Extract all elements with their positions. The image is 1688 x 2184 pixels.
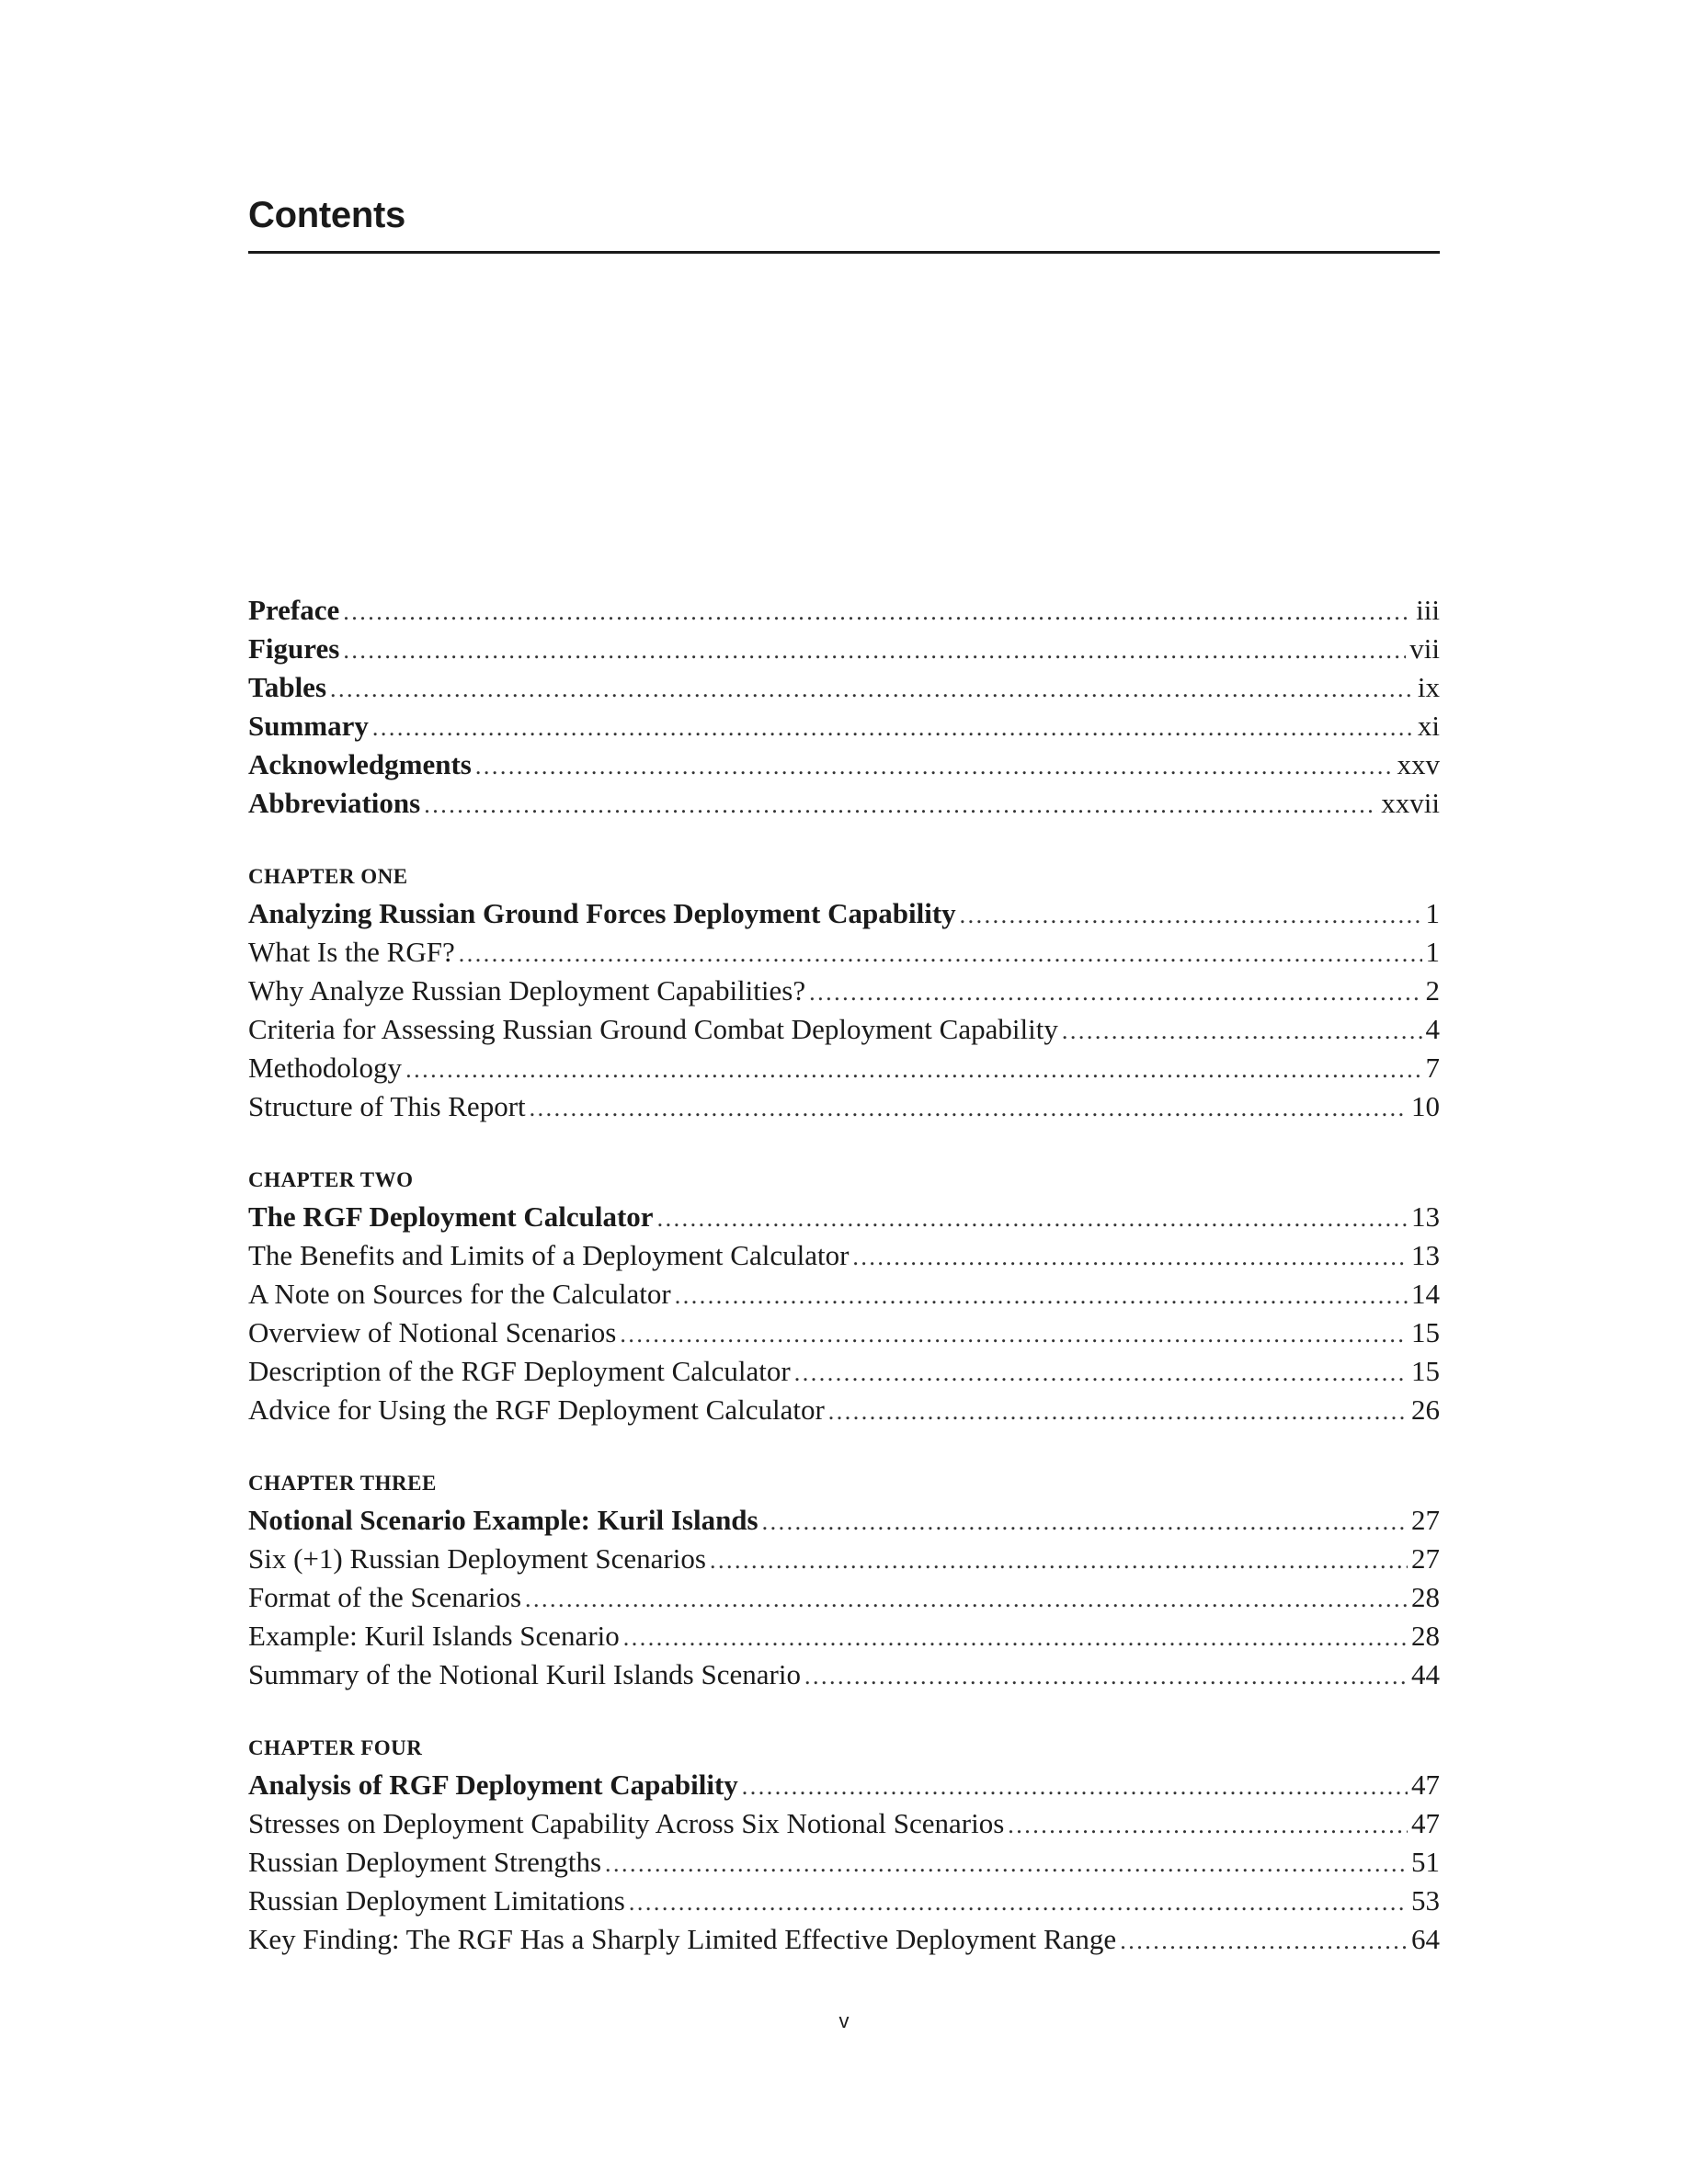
toc-entry-label: Six (+1) Russian Deployment Scenarios: [248, 1542, 706, 1575]
toc-entry-label: Advice for Using the RGF Deployment Calculator: [248, 1393, 825, 1426]
toc-section-entry[interactable]: [248, 1804, 1440, 1843]
dot-leader: [475, 747, 1394, 784]
toc-section-entry[interactable]: [248, 1540, 1440, 1578]
dot-leader: [852, 1238, 1408, 1275]
toc-entry-label: Figures: [248, 632, 340, 665]
toc-entry-label: A Note on Sources for the Calculator: [248, 1278, 671, 1310]
toc-entry-label: Stresses on Deployment Capability Across Six Notional Scenarios: [248, 1807, 1005, 1839]
dot-leader: [657, 1200, 1408, 1236]
toc-entry-label: Example: Kuril Islands Scenario: [248, 1620, 620, 1652]
dot-leader: [343, 631, 1406, 668]
toc-entry-page: 53: [1411, 1884, 1440, 1917]
dot-leader: [960, 896, 1422, 933]
page-number-footer: v: [838, 2009, 850, 2032]
toc-entry-page: iii: [1416, 594, 1440, 626]
dot-leader: [629, 1883, 1408, 1920]
page-title: Contents: [248, 195, 405, 235]
chapter-label: CHAPTER THREE: [248, 1472, 437, 1495]
dot-leader: [762, 1503, 1408, 1540]
toc-section-entry[interactable]: [248, 1314, 1440, 1352]
dot-leader: [710, 1541, 1408, 1578]
dot-leader: [372, 709, 1414, 745]
toc-section-entry[interactable]: [248, 1578, 1440, 1617]
dot-leader: [1062, 1012, 1422, 1049]
toc-entry-page: 10: [1411, 1090, 1440, 1122]
dot-leader: [405, 1051, 1421, 1087]
toc-section-entry[interactable]: [248, 1843, 1440, 1882]
toc-entry-label: Russian Deployment Limitations: [248, 1884, 625, 1917]
toc-entry-summary[interactable]: [248, 707, 1440, 745]
title-rule: [248, 251, 1440, 254]
toc-section-entry[interactable]: [248, 1010, 1440, 1049]
toc-entry-page: xi: [1417, 710, 1440, 742]
toc-entry-figures[interactable]: [248, 630, 1440, 668]
toc-entry-label: Overview of Notional Scenarios: [248, 1316, 617, 1348]
dot-leader: [424, 786, 1377, 823]
toc-entry-page: 15: [1411, 1355, 1440, 1387]
dot-leader: [742, 1768, 1408, 1804]
toc-entry-label: Abbreviations: [248, 787, 421, 819]
toc-entry-page: 7: [1425, 1052, 1440, 1084]
toc-entry-label: What Is the RGF?: [248, 936, 455, 968]
toc-entry-label: The RGF Deployment Calculator: [248, 1200, 654, 1233]
toc-section-entry[interactable]: [248, 1087, 1440, 1126]
toc-entry-label: Description of the RGF Deployment Calculator: [248, 1355, 791, 1387]
dot-leader: [828, 1393, 1408, 1429]
toc-chapter-title[interactable]: [248, 1501, 1440, 1540]
dot-leader: [525, 1580, 1408, 1617]
dot-leader: [459, 935, 1422, 972]
chapter-label: CHAPTER FOUR: [248, 1736, 423, 1759]
toc-entry-page: 28: [1411, 1581, 1440, 1613]
toc-entry-label: Summary: [248, 710, 369, 742]
toc-entry-page: 44: [1411, 1658, 1440, 1690]
dot-leader: [675, 1277, 1408, 1314]
dot-leader: [1008, 1806, 1408, 1843]
chapter-block-one: [248, 859, 1440, 1126]
toc-section-entry[interactable]: [248, 1617, 1440, 1655]
toc-section-entry[interactable]: [248, 1920, 1440, 1959]
toc-entry-page: xxvii: [1381, 787, 1440, 819]
toc-entry-page: 15: [1411, 1316, 1440, 1348]
toc-entry-page: 27: [1411, 1542, 1440, 1575]
dot-leader: [530, 1089, 1408, 1126]
toc-section-entry[interactable]: [248, 1655, 1440, 1694]
toc-section-entry[interactable]: [248, 1275, 1440, 1314]
dot-leader: [794, 1354, 1408, 1391]
toc-entry-page: 14: [1411, 1278, 1440, 1310]
toc-section-entry[interactable]: [248, 1236, 1440, 1275]
toc-entry-label: Methodology: [248, 1052, 403, 1084]
dot-leader: [330, 670, 1414, 707]
toc-section-entry[interactable]: [248, 1352, 1440, 1391]
toc-entry-page: 13: [1411, 1200, 1440, 1233]
dot-leader: [620, 1315, 1408, 1352]
dot-leader: [623, 1619, 1408, 1655]
toc-section-entry[interactable]: [248, 1391, 1440, 1429]
dot-leader: [804, 1657, 1408, 1694]
toc-entry-label: Why Analyze Russian Deployment Capabilities?: [248, 974, 806, 1007]
toc-entry-page: 1: [1425, 936, 1440, 968]
toc-entry-page: 1: [1425, 897, 1440, 929]
toc-entry-label: Structure of This Report: [248, 1090, 526, 1122]
toc-entry-acknowledgments[interactable]: [248, 745, 1440, 784]
toc-entry-label: Format of the Scenarios: [248, 1581, 522, 1613]
toc-chapter-title[interactable]: [248, 894, 1440, 933]
toc-entry-page: 26: [1411, 1393, 1440, 1426]
toc-entry-label: Criteria for Assessing Russian Ground Combat Deployment Capability: [248, 1013, 1058, 1045]
toc-entry-tables[interactable]: [248, 668, 1440, 707]
dot-leader: [1120, 1922, 1408, 1959]
toc-entry-label: Preface: [248, 594, 340, 626]
toc-entry-page: 13: [1411, 1239, 1440, 1271]
dot-leader: [809, 973, 1421, 1010]
toc-entry-page: 64: [1411, 1923, 1440, 1955]
front-matter-list: [248, 591, 1440, 823]
toc-entry-label: Analyzing Russian Ground Forces Deployment Capability: [248, 897, 956, 929]
toc-entry-label: Acknowledgments: [248, 748, 472, 780]
toc-section-entry[interactable]: [248, 1882, 1440, 1920]
chapter-block-three: [248, 1466, 1440, 1694]
toc-entry-page: 47: [1411, 1769, 1440, 1801]
toc-entry-page: xxv: [1397, 748, 1440, 780]
toc-section-entry[interactable]: [248, 1049, 1440, 1087]
chapter-label: CHAPTER ONE: [248, 865, 408, 888]
toc-chapter-title[interactable]: [248, 1766, 1440, 1804]
toc-entry-label: The Benefits and Limits of a Deployment Calculator: [248, 1239, 850, 1271]
toc-entry-abbreviations[interactable]: [248, 784, 1440, 823]
toc-entry-page: 47: [1411, 1807, 1440, 1839]
toc-section-entry[interactable]: [248, 933, 1440, 972]
toc-entry-page: 27: [1411, 1504, 1440, 1536]
toc-entry-label: Analysis of RGF Deployment Capability: [248, 1769, 738, 1801]
toc-entry-label: Notional Scenario Example: Kuril Islands: [248, 1504, 758, 1536]
toc-entry-page: 51: [1411, 1846, 1440, 1878]
toc-section-entry[interactable]: [248, 972, 1440, 1010]
dot-leader: [343, 593, 1412, 630]
toc-entry-page: 2: [1425, 974, 1440, 1007]
table-of-contents: [248, 591, 1440, 1959]
toc-chapter-title[interactable]: [248, 1198, 1440, 1236]
toc-entry-page: 28: [1411, 1620, 1440, 1652]
toc-entry-label: Tables: [248, 671, 327, 703]
dot-leader: [605, 1845, 1408, 1882]
toc-entry-label: Key Finding: The RGF Has a Sharply Limited Effective Deployment Range: [248, 1923, 1117, 1955]
toc-entry-label: Russian Deployment Strengths: [248, 1846, 602, 1878]
chapter-label: CHAPTER TWO: [248, 1168, 414, 1191]
toc-entry-preface[interactable]: [248, 591, 1440, 630]
toc-entry-page: 4: [1425, 1013, 1440, 1045]
toc-entry-label: Summary of the Notional Kuril Islands Scenario: [248, 1658, 801, 1690]
toc-entry-page: ix: [1417, 671, 1440, 703]
chapter-block-two: [248, 1163, 1440, 1429]
toc-entry-page: vii: [1409, 632, 1440, 665]
chapter-block-four: [248, 1731, 1440, 1959]
